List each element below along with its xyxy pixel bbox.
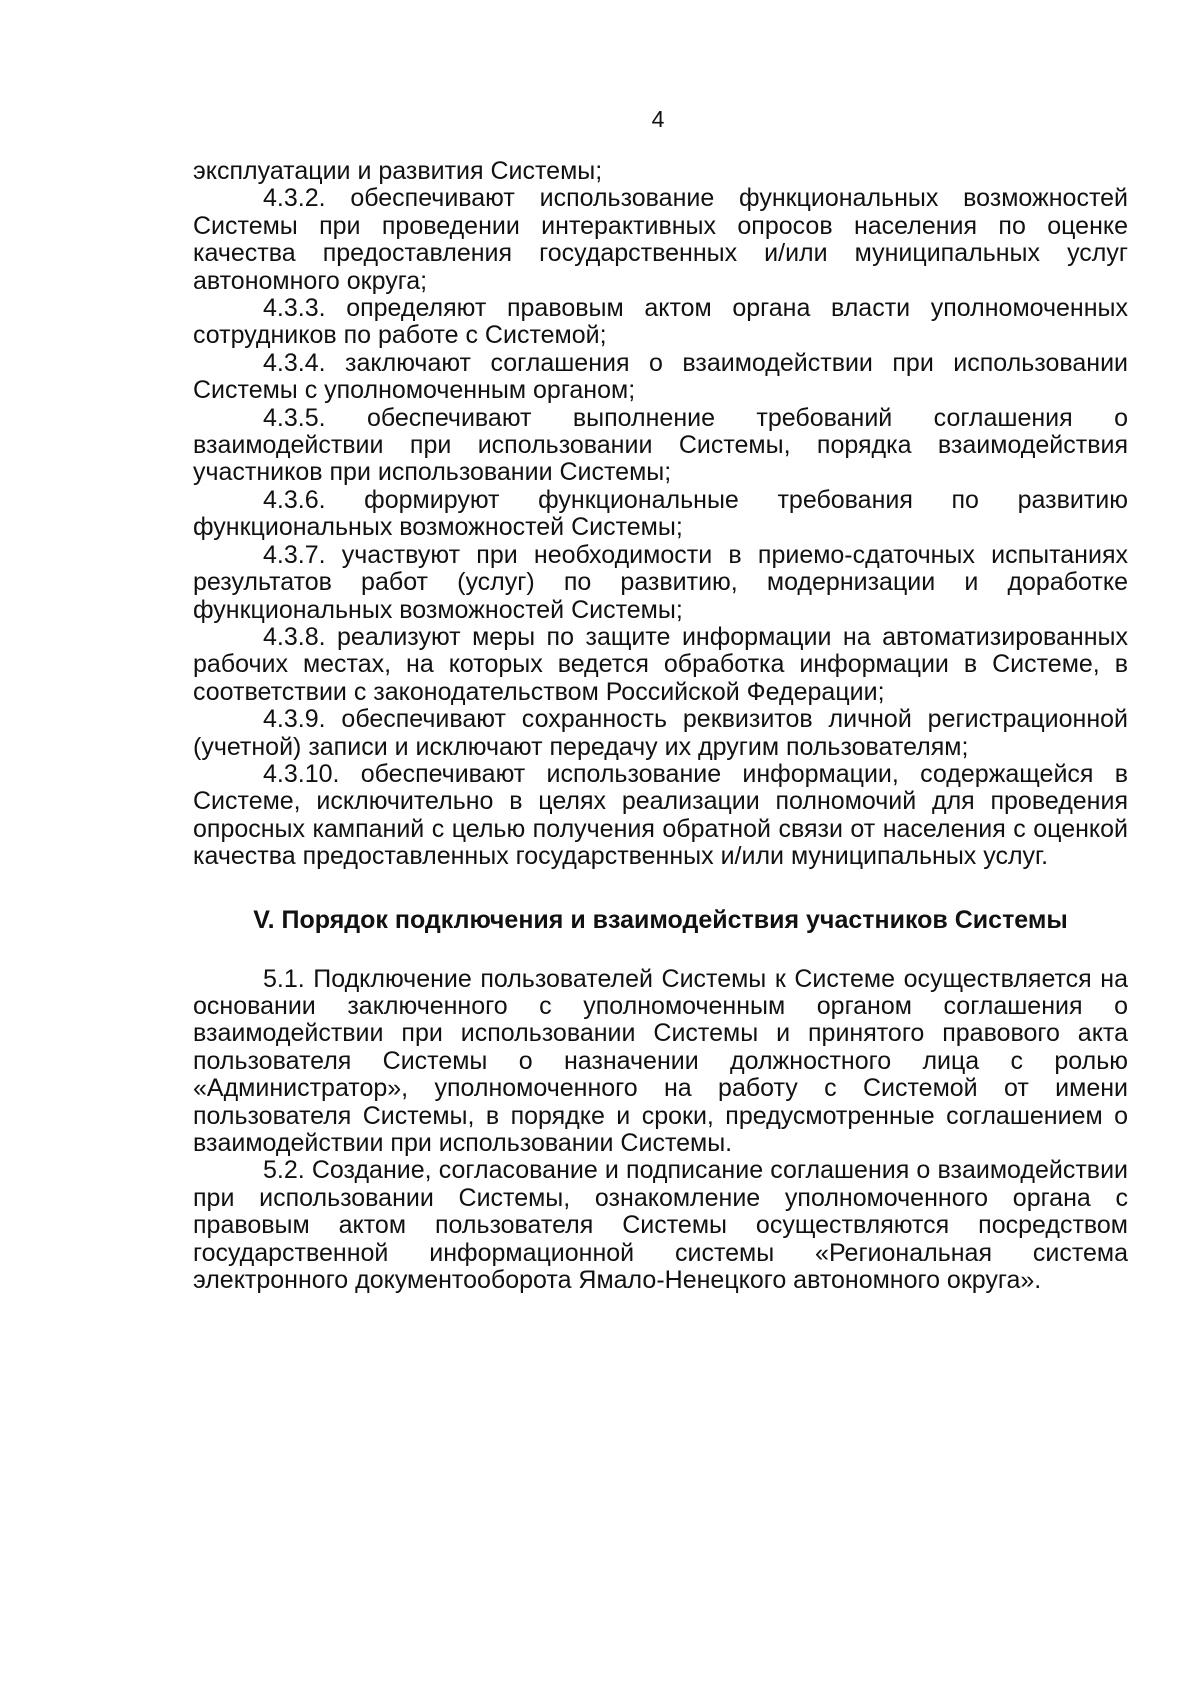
paragraph-4-3-9: 4.3.9. обеспечивают сохранность реквизитов личной регистрационной (учетной) записи и исключают передачу их другим пользователям; bbox=[193, 705, 1128, 761]
paragraph-5-1: 5.1. Подключение пользователей Системы к Системе осуществляется на основании заключенного с уполномоченным органом соглашения о взаимодействии при использовании Системы и принятого правового акта пользователя Системы о назначении должностного лица с ролью «Администратор», уполномоченного на работу с Системой от имени пользователя Системы, в порядке и сроки, предусмотренные соглашением о взаимодействии при использовании Системы. bbox=[193, 964, 1128, 1157]
paragraph-4-3-3: 4.3.3. определяют правовым актом органа власти уполномоченных сотрудников по работе с Системой; bbox=[193, 294, 1128, 350]
paragraph-4-3-7: 4.3.7. участвуют при необходимости в приемо-сдаточных испытаниях результатов работ (услуг) по развитию, модернизации и доработке функциональных возможностей Системы; bbox=[193, 540, 1128, 624]
paragraph-4-3-6: 4.3.6. формируют функциональные требования по развитию функциональных возможностей Системы; bbox=[193, 485, 1128, 542]
paragraph-4-3-10: 4.3.10. обеспечивают использование информации, содержащейся в Системе, исключительно в целях реализации полномочий для проведения опросных кампаний с целью получения обратной связи от населения с оценкой качества предоставленных государственных и/или муниципальных услуг. bbox=[193, 759, 1128, 871]
paragraph-4-3-8: 4.3.8. реализуют меры по защите информации на автоматизированных рабочих местах, на которых ведется обработка информации в Системе, в соответствии с законодательством Российской Федерации; bbox=[193, 622, 1128, 706]
paragraph-4-3-2: 4.3.2. обеспечивают использование функциональных возможностей Системы при проведении интерактивных опросов населения по оценке качества предоставления государственных и/или муниципальных услуг автономного округа; bbox=[193, 184, 1128, 295]
document-body bbox=[193, 158, 1128, 1294]
section-heading: V. Порядок подключения и взаимодействия участников Системы bbox=[253, 905, 1068, 934]
paragraph-4-3-4: 4.3.4. заключают соглашения о взаимодействии при использовании Системы с уполномоченным органом; bbox=[193, 348, 1128, 405]
paragraph-4-3-5: 4.3.5. обеспечивают выполнение требований соглашения о взаимодействии при использовании Системы, порядка взаимодействия участников при использовании Системы; bbox=[193, 403, 1128, 487]
paragraph-5-2: 5.2. Создание, согласование и подписание соглашения о взаимодействии при использовании Системы, ознакомление уполномоченного органа с правовым актом пользователя Системы осуществляются посредством государственной информационной системы «Региональная система электронного документооборота Ямало-Ненецкого автономного округа». bbox=[193, 1156, 1128, 1295]
paragraph-continuation: эксплуатации и развития Системы; bbox=[193, 157, 603, 185]
page-number: 4 bbox=[651, 106, 665, 132]
